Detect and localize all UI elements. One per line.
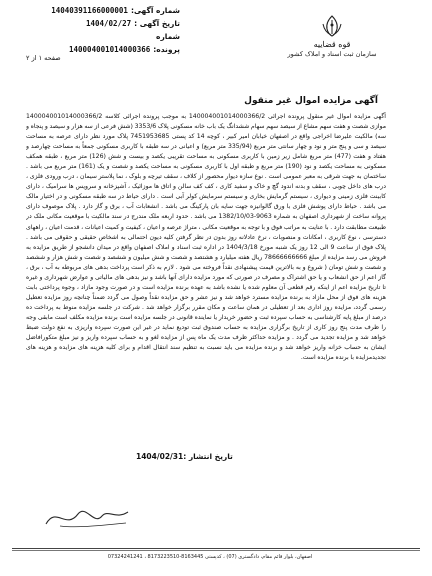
meta-value: 140004001014000366 xyxy=(69,45,151,54)
logo-text-registry: سازمان ثبت اسناد و املاک کشور xyxy=(287,50,377,58)
emblem-icon xyxy=(319,14,345,38)
footer-address: اصفهان، بلوار قائم مقام، دادگستری (07) ، کدپستی 8163445-8173223510 ، 07324241241 xyxy=(107,554,313,560)
meta-value: 1404/02/27 xyxy=(85,19,132,28)
meta-label: تاریخ آگهی : xyxy=(134,19,180,28)
meta-case-number xyxy=(50,30,180,56)
footer-divider xyxy=(12,548,420,549)
document-meta xyxy=(50,4,180,56)
organization-logo xyxy=(272,14,392,74)
meta-ad-number xyxy=(50,4,180,17)
document-title: آگهی مزایده اموال غیر منقول xyxy=(244,96,378,106)
page-number: صفحه ۱ از ۲ xyxy=(26,54,61,62)
meta-ad-date xyxy=(50,17,180,30)
logo-text-judiciary: قوه قضاییه xyxy=(313,40,351,49)
signature-image xyxy=(36,496,156,536)
document-header xyxy=(0,0,432,86)
meta-value: 14040391166000001 xyxy=(51,6,128,15)
publish-date: تاریخ انتشار :1404/02/31 xyxy=(136,452,233,461)
meta-label: شماره پرونده: xyxy=(153,32,180,54)
document-body: آگهی مزایده اموال غیر منقول پرونده اجرائی 140004001014000366/2 به موجب پرونده اجرائی کلاسه 140004001014000366/2 موازی شصت و هفت سهم مشاع از سیصد سهم سهام ششدانگ یک باب خانه مسکونی پلاک 3353/6 (شش فرعی از سه هزار و سیصد و پنجاه و سه) مالکیت علیرضا اخراجی واقع در اصفهان خیابان امیر کبیر ، کوچه 14 کد پستی 7451953685 پلاک مورد نظر دارای عرصه به مساحت سیصد و سی و پنج متر و نود و چهار سانتی متر مربع (335/94 متر مربع) و اعیانی در سه طبقه با کاربری مسکونی جمعاً به مساحت چهارصد و هفتاد و هفت (477) متر مربع شامل زیر زمین با کاربری مسکونی به مساحت تقریبی یکصد و بیست و شش (126) متر مربع ، طبقه همکف مسکونی به مساحت یکصد و نود (190) متر مربع و طبقه اول با کاربری مسکونی به مساحت یکصد و شصت و یک (161) متر مربع می باشد . ساختمان به جهت شرقی به معبر عمومی است . نوع سازه دیوار محصور از کلاف ، سقف تیرچه و بلوک ، نما پلاستر سیمان ، درب ورودی فلزی ، درب های داخل چوبی ، سقف و بدنه اندود گچ و خاک و سفید کاری ، کف کف سالن و اتاق ها موزائیک ، آشپزخانه و سرویس ها سرامیک ، دارای کابینت فلزی زمینی و دیواری ، سیستم گرمایش بخاری و سیستم سرمایش کولر آبی است . دارای حیاط در سه طبقه مسکونی و در اختیار مالک می باشد . حیاط دارای پوشش فلزی با ورق گالوانیزه جهت سایه بان پارکینگ می باشد . انشعابات آب ، برق و گاز دارد . پلاک موصوف دارای پروانه ساخت از شهرداری اصفهان به شماره 9063-1382/10/03 می باشد . حدود اربعه ملک مندرج در سند مالکیت با موقعیت مکانی ملک در طبیعت مطابقت دارد . با عنایت به مراتب فوق و با توجه به موقعیت مکانی ، متراژ عرصه و اعیان ، کیفیت و کمیت اعیانات ، قدمت اعیان ، راههای دسترسی ، نوع کاربری ، امکانات و منصوبات ، نرخ عادلانه روز بدون در نظر گرفتن کلیه دیون احتمالی به اشخاص حقیقی و حقوقی می باشد . پلاک فوق از ساعت 9 الی 12 روز یک شنبه مورخ 1404/3/18 در اداره ثبت اسناد و املاک اصفهان واقع در میدان دانشجو از طریق مزایده به فروش می رسد مزایده از مبلغ 78666666666 ریال هفته میلیارد و هشتصد و شصت و شش میلیون و ششصد و شصت و شش هزار و ششصد و شصت و شش تومان ( شروع و به بالاترین قیمت پیشنهادی نقداً فروخته می شود . لازم به ذکر است پرداخت بدهی های مربوطه به آب ، برق ، گاز اعم از حق انشعاب و یا حق اشتراک و مصرف در صورتی که مورد مزایده دارای آنها باشد و نیز بدهی های مالیاتی و عوارض شهرداری و غیره تا تاریخ مزایده اعم از اینکه رقم قطعی آن معلوم شده یا نشده باشد به عهده برنده مزایده است و در صورت وجود مازاد ، وجوه پرداختی بابت هزینه های فوق از محل مازاد به برنده مزایده مسترد خواهد شد و نیز عشر و حق مزایده نقداً وصول می گردد ضمناً چنانچه روز مزایده تعطیل رسمی گردد، مزایده روز اداری بعد از تعطیلی در همان ساعت و مکان مقرر برگزار خواهد شد . شرکت در جلسه مزایده منوط به پرداخت ده درصد از مبلغ پایه کارشناسی به حساب سپرده ثبت و حضور خریدار یا نماینده قانونی در جلسه مزایده است برنده مزایده مکلف است مابقی وجه را ظرف مدت پنج روز کاری از تاریخ برگزاری مزایده به حساب صندوق ثبت تودیع نماید در غیر این صورت سپرده واریزی به نفع دولت ضبط خواهد شد و مزایده تجدید می گردد . و مزایده حداکثر ظرف مدت یک ماه پس از مزایده لغو و به حساب سپرده واریز و نیز مبلغ متکورافاضل ایشان به حساب خزانه واریز خواهد شد و برنده مزایده می باید نسبت به تنظیم سند انتقال اقدام و برای کلیه هزینه های مزایده و هزینه های تجدیدمزایده با برنده مزایده است. xyxy=(26,113,386,362)
footer-divider-thin xyxy=(12,550,420,551)
meta-label: شماره آگهی: xyxy=(130,6,180,15)
